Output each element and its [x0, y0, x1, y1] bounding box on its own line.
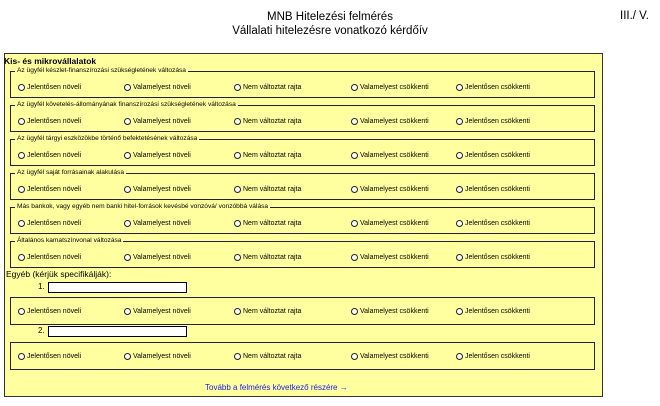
option-label: Nem változtat rajta	[243, 220, 302, 227]
group-2-option-1[interactable]	[18, 117, 81, 126]
survey-title-line1: MNB Hitelezési felmérés	[267, 11, 393, 23]
group-1-option-3[interactable]	[234, 83, 301, 92]
option-label: Nem változtat rajta	[243, 118, 302, 125]
option-label: Jelentősen növeli	[27, 353, 82, 360]
radio-button[interactable]	[456, 84, 463, 91]
group-6-option-4[interactable]	[351, 253, 429, 262]
other-2-option-5[interactable]	[456, 352, 530, 361]
radio-button[interactable]	[18, 220, 25, 227]
question-group-1	[10, 67, 595, 98]
question-group-5	[10, 203, 595, 234]
option-label: Jelentősen csökkenti	[465, 118, 530, 125]
option-label: Nem változtat rajta	[243, 353, 302, 360]
radio-button[interactable]	[124, 220, 131, 227]
option-label: Jelentősen csökkenti	[465, 353, 530, 360]
other-2-option-2[interactable]	[124, 352, 191, 361]
option-label: Jelentősen csökkenti	[465, 186, 530, 193]
group-1-option-5[interactable]	[456, 83, 530, 92]
other-radio-group-1	[10, 297, 595, 325]
question-group-6	[10, 237, 595, 268]
option-label: Jelentősen csökkenti	[465, 254, 530, 261]
other-1-option-2[interactable]	[124, 307, 191, 316]
next-section-link[interactable]: Tovább a felmérés következő részére →	[205, 383, 348, 392]
option-label: Valamelyest növeli	[133, 308, 191, 315]
option-label: Nem változtat rajta	[243, 186, 302, 193]
radio-button[interactable]	[234, 254, 241, 261]
radio-button[interactable]	[234, 220, 241, 227]
page-indicator: III./ V.	[620, 10, 649, 22]
radio-button[interactable]	[234, 118, 241, 125]
option-label: Jelentősen növeli	[27, 220, 82, 227]
group-2-option-5[interactable]	[456, 117, 530, 126]
option-label: Valamelyest csökkenti	[360, 308, 429, 315]
option-label: Valamelyest csökkenti	[360, 84, 429, 91]
option-label: Jelentősen növeli	[27, 308, 82, 315]
radio-button[interactable]	[351, 118, 358, 125]
option-label: Valamelyest növeli	[133, 84, 191, 91]
radio-button[interactable]	[351, 152, 358, 159]
group-1-option-4[interactable]	[351, 83, 429, 92]
group-3-option-3[interactable]	[234, 151, 301, 160]
option-label: Jelentősen növeli	[27, 186, 82, 193]
option-label: Jelentősen növeli	[27, 118, 82, 125]
question-group-2	[10, 101, 595, 132]
option-label: Valamelyest növeli	[133, 186, 191, 193]
radio-button[interactable]	[351, 353, 358, 360]
group-5-option-1[interactable]	[18, 219, 81, 228]
other-2-option-1[interactable]	[18, 352, 81, 361]
group-5-option-3[interactable]	[234, 219, 301, 228]
radio-button[interactable]	[351, 186, 358, 193]
question-legend: Az ügyfél követelés-állományának finanszírozási szükségletének változása	[17, 101, 236, 108]
group-6-option-1[interactable]	[18, 253, 81, 262]
option-label: Jelentősen csökkenti	[465, 220, 530, 227]
other-1-option-4[interactable]	[351, 307, 429, 316]
other-label: Egyéb (kérjük specifikálják):	[6, 269, 112, 279]
group-3-option-5[interactable]	[456, 151, 530, 160]
radio-button[interactable]	[456, 220, 463, 227]
option-label: Jelentősen csökkenti	[465, 152, 530, 159]
option-label: Valamelyest növeli	[133, 118, 191, 125]
radio-button[interactable]	[124, 308, 131, 315]
radio-button[interactable]	[124, 84, 131, 91]
option-label: Jelentősen növeli	[27, 152, 82, 159]
other-1-option-3[interactable]	[234, 307, 301, 316]
radio-button[interactable]	[456, 186, 463, 193]
option-label: Valamelyest csökkenti	[360, 186, 429, 193]
group-6-option-5[interactable]	[456, 253, 530, 262]
radio-button[interactable]	[124, 152, 131, 159]
group-4-option-1[interactable]	[18, 185, 81, 194]
option-label: Jelentősen csökkenti	[465, 84, 530, 91]
radio-button[interactable]	[124, 118, 131, 125]
other-spec-input-1[interactable]	[48, 282, 187, 293]
option-label: Jelentősen növeli	[27, 254, 82, 261]
radio-button[interactable]	[456, 353, 463, 360]
group-6-option-2[interactable]	[124, 253, 191, 262]
question-group-4	[10, 169, 595, 200]
radio-button[interactable]	[456, 118, 463, 125]
option-label: Valamelyest növeli	[133, 353, 191, 360]
radio-button[interactable]	[234, 152, 241, 159]
group-4-option-4[interactable]	[351, 185, 429, 194]
option-label: Valamelyest növeli	[133, 152, 191, 159]
radio-button[interactable]	[351, 308, 358, 315]
group-5-option-2[interactable]	[124, 219, 191, 228]
radio-button[interactable]	[456, 308, 463, 315]
radio-button[interactable]	[456, 254, 463, 261]
radio-button[interactable]	[234, 353, 241, 360]
radio-button[interactable]	[456, 152, 463, 159]
option-label: Nem változtat rajta	[243, 152, 302, 159]
other-radio-group-2	[10, 342, 595, 370]
question-legend: Általános kamatszínvonal változása	[17, 237, 122, 244]
group-3-option-2[interactable]	[124, 151, 191, 160]
group-2-option-2[interactable]	[124, 117, 191, 126]
group-4-option-5[interactable]	[456, 185, 530, 194]
survey-title-line2: Vállalati hitelezésre vonatkozó kérdőív	[232, 25, 428, 37]
option-label: Valamelyest csökkenti	[360, 118, 429, 125]
group-5-option-5[interactable]	[456, 219, 530, 228]
option-label: Valamelyest növeli	[133, 254, 191, 261]
option-label: Valamelyest csökkenti	[360, 152, 429, 159]
radio-button[interactable]	[18, 118, 25, 125]
group-4-option-2[interactable]	[124, 185, 191, 194]
other-2-option-4[interactable]	[351, 352, 429, 361]
option-label: Nem változtat rajta	[243, 308, 302, 315]
option-label: Nem változtat rajta	[243, 84, 302, 91]
question-legend: Az ügyfél készlet-finanszírozási szükségletének változása	[17, 67, 186, 74]
option-label: Valamelyest csökkenti	[360, 220, 429, 227]
radio-button[interactable]	[351, 84, 358, 91]
radio-button[interactable]	[124, 186, 131, 193]
other-1-option-5[interactable]	[456, 307, 530, 316]
other-number-2: 2.	[38, 326, 45, 335]
group-2-option-3[interactable]	[234, 117, 301, 126]
question-legend: Az ügyfél tárgyi eszközökbe történő befektetésének változása	[17, 135, 198, 142]
radio-button[interactable]	[18, 84, 25, 91]
group-1-option-1[interactable]	[18, 83, 81, 92]
group-3-option-4[interactable]	[351, 151, 429, 160]
radio-button[interactable]	[18, 186, 25, 193]
other-number-1: 1.	[38, 282, 45, 291]
radio-button[interactable]	[124, 353, 131, 360]
option-label: Valamelyest csökkenti	[360, 254, 429, 261]
radio-button[interactable]	[18, 308, 25, 315]
group-5-option-4[interactable]	[351, 219, 429, 228]
group-2-option-4[interactable]	[351, 117, 429, 126]
option-label: Valamelyest csökkenti	[360, 353, 429, 360]
option-label: Nem változtat rajta	[243, 254, 302, 261]
radio-button[interactable]	[18, 152, 25, 159]
group-4-option-3[interactable]	[234, 185, 301, 194]
radio-button[interactable]	[351, 254, 358, 261]
group-6-option-3[interactable]	[234, 253, 301, 262]
survey-title	[0, 10, 660, 38]
question-legend: Az ügyfél saját forrásainak alakulása	[17, 169, 125, 176]
option-label: Jelentősen csökkenti	[465, 308, 530, 315]
radio-button[interactable]	[234, 308, 241, 315]
other-1-option-1[interactable]	[18, 307, 81, 316]
other-spec-input-2[interactable]	[48, 326, 187, 337]
radio-button[interactable]	[18, 353, 25, 360]
radio-button[interactable]	[234, 186, 241, 193]
other-2-option-3[interactable]	[234, 352, 301, 361]
section-title: Kis- és mikrovállalatok	[4, 56, 97, 66]
radio-button[interactable]	[351, 220, 358, 227]
group-3-option-1[interactable]	[18, 151, 81, 160]
option-label: Valamelyest növeli	[133, 220, 191, 227]
group-1-option-2[interactable]	[124, 83, 191, 92]
question-group-3	[10, 135, 595, 166]
question-legend: Más bankok, vagy egyéb nem banki hitel-források kevésbé vonzóvá/ vonzóbbá válása	[17, 203, 269, 210]
radio-button[interactable]	[234, 84, 241, 91]
radio-button[interactable]	[124, 254, 131, 261]
radio-button[interactable]	[18, 254, 25, 261]
option-label: Jelentősen növeli	[27, 84, 82, 91]
